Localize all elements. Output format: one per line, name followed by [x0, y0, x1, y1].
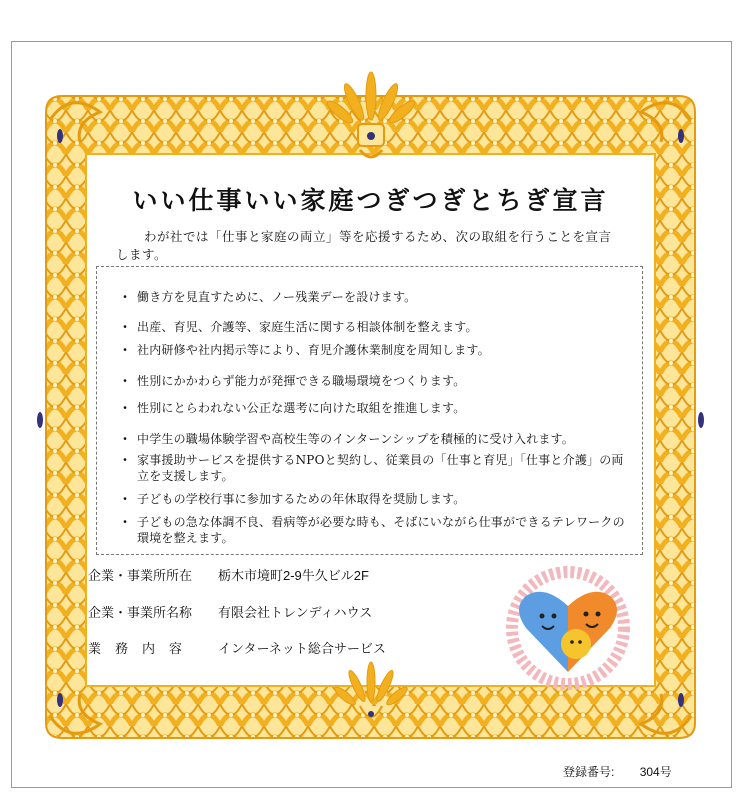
- commitments-list: [97, 267, 642, 554]
- address-label: 企業・事業所所在: [88, 568, 193, 583]
- list-item: ・ 子どもの学校行事に参加するための年休取得を奨励します。: [119, 492, 466, 506]
- registration-value: 304号: [639, 765, 672, 779]
- list-item: ・ 性別にとらわれない公正な選考に向けた取組を推進します。: [119, 401, 466, 415]
- list-item: ・ 性別にかかわらず能力が発揮できる職場環境をつくります。: [119, 374, 466, 388]
- address-row: [88, 565, 369, 584]
- list-item: ・ 出産、育児、介護等、家庭生活に関する相談体制を整えます。: [119, 320, 478, 334]
- flower-crest-icon: [322, 66, 420, 166]
- company-name-label: 企業・事業所名称: [88, 605, 193, 620]
- list-item: ・ 社内研修や社内掲示等により、育児介護休業制度を周知します。: [119, 343, 490, 357]
- commitments-box: [96, 266, 643, 555]
- heart-logo-icon: [500, 566, 636, 690]
- list-item: ・ 子どもの急な体調不良、看病等が必要な時も、そばにいながら仕事ができるテレワークの環境を整えます。: [119, 515, 625, 545]
- list-item: ・ 中学生の職場体験学習や高校生等のインターンシップを積極的に受け入れます。: [119, 432, 574, 446]
- business-row: [88, 638, 386, 657]
- certificate-title: いい仕事いい家庭つぎつぎとちぎ宣言: [132, 186, 609, 215]
- list-item: ・ 働き方を見直すために、ノー残業デーを設けます。: [119, 290, 417, 304]
- intro-text: [116, 228, 616, 264]
- list-item: ・ 家事援助サービスを提供するNPOと契約し、従業員の「仕事と育児」「仕事と介護」の両立を支援します。: [119, 453, 624, 483]
- intro-line-2: します。: [116, 247, 168, 262]
- company-name-value: 有限会社トレンディハウス: [218, 605, 373, 620]
- registration-label: 登録番号:: [563, 765, 615, 779]
- flower-crest-icon: [330, 656, 412, 740]
- business-value: インターネット総合サービス: [218, 641, 386, 656]
- intro-line-1: わが社では「仕事と家庭の両立」等を応援するため、次の取組を行うことを宣言: [144, 229, 612, 244]
- address-value: 栃木市境町2-9牛久ビル2F: [218, 568, 369, 583]
- company-name-row: [88, 602, 372, 621]
- registration-number: [563, 763, 672, 780]
- business-label: 業務内容: [88, 641, 197, 656]
